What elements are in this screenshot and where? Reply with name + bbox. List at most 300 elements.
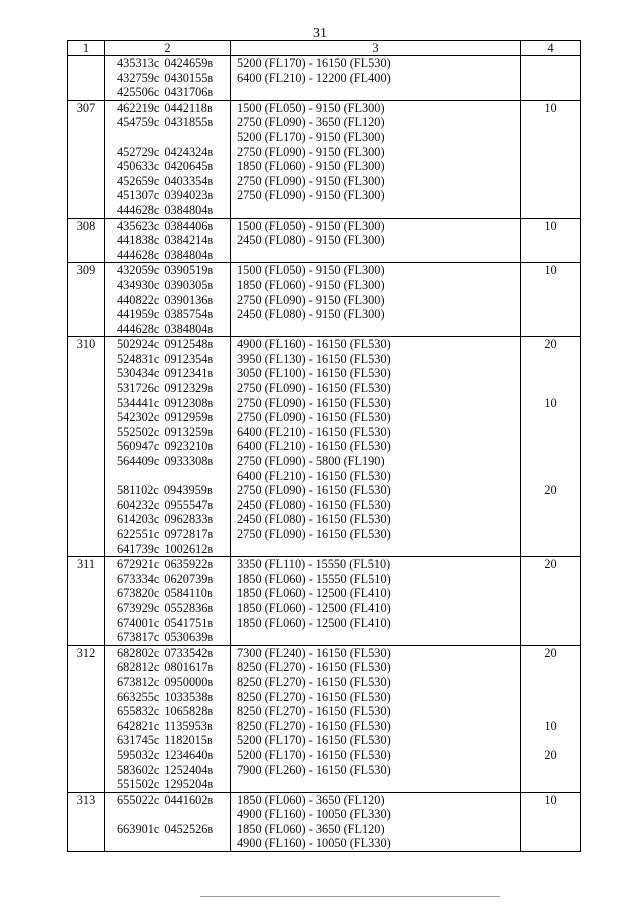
altitude-range: 1500 (FL050) - 9150 (FL300) <box>237 100 385 115</box>
altitude-cell <box>231 337 521 557</box>
latitude: 673812с <box>117 674 160 689</box>
altitude-range <box>231 630 520 645</box>
latitude: 444628с <box>117 321 160 336</box>
coordinate-line <box>105 646 230 661</box>
altitude-range: 1500 (FL050) - 9150 (FL300) <box>237 263 385 278</box>
coordinate-line <box>105 425 230 440</box>
bottom-rule <box>200 896 500 897</box>
value: 20 <box>544 337 557 352</box>
value <box>521 630 580 645</box>
value <box>521 572 580 587</box>
latitude: 542302с <box>117 410 160 425</box>
latitude: 502924с <box>117 337 160 352</box>
coordinate-line <box>105 56 230 71</box>
altitude-range: 2750 (FL090) - 5800 (FL190) <box>237 454 385 469</box>
coordinate-line <box>105 542 230 557</box>
coordinate-line <box>105 836 230 851</box>
coordinate-line <box>105 145 230 160</box>
altitude-range: 2450 (FL080) - 16150 (FL530) <box>237 512 391 527</box>
value: 10 <box>544 263 557 278</box>
column-header: 4 <box>521 41 581 56</box>
longitude: 0933308в <box>164 454 214 469</box>
coordinates-cell <box>105 337 231 557</box>
route-number-cell <box>68 100 105 218</box>
altitude-range: 2450 (FL080) - 9150 (FL300) <box>237 233 385 248</box>
longitude: 0541751в <box>164 615 214 630</box>
coordinate-line <box>105 174 230 189</box>
latitude: 530434с <box>117 366 160 381</box>
latitude: 534441с <box>117 395 160 410</box>
altitude-cell <box>231 792 521 851</box>
route-number-cell <box>68 645 105 792</box>
value <box>521 278 580 293</box>
coordinate-line <box>105 307 230 322</box>
longitude: 0442118в <box>164 100 213 115</box>
coordinate-line <box>105 159 230 174</box>
route-number: 310 <box>76 337 96 352</box>
altitude-cell <box>231 263 521 337</box>
value <box>521 174 580 189</box>
longitude: 0733542в <box>164 645 214 660</box>
value: 10 <box>544 395 557 410</box>
latitude: 672921с <box>117 557 160 572</box>
value <box>521 660 580 675</box>
coordinate-line <box>105 337 230 352</box>
table-row <box>68 557 581 646</box>
longitude: 0385754в <box>164 307 214 322</box>
table-row <box>68 645 581 792</box>
column-header: 3 <box>231 41 521 56</box>
coordinate-line <box>105 572 230 587</box>
latitude: 531726с <box>117 381 160 396</box>
altitude-range: 2450 (FL080) - 9150 (FL300) <box>237 307 385 322</box>
latitude: 622551с <box>117 527 160 541</box>
value <box>521 777 580 792</box>
coordinate-line <box>105 454 230 469</box>
coordinate-line <box>105 777 230 792</box>
latitude: 673929с <box>117 600 160 615</box>
coordinates-cell <box>105 100 231 218</box>
coordinate-line <box>105 410 230 425</box>
value-cell <box>521 337 581 557</box>
altitude-range: 8250 (FL270) - 16150 (FL530) <box>237 674 391 689</box>
longitude: 0552836в <box>164 600 214 615</box>
route-number: 312 <box>76 645 96 660</box>
value <box>521 527 580 542</box>
route-number-cell <box>68 337 105 557</box>
value <box>521 498 580 513</box>
altitude-cell <box>231 645 521 792</box>
coordinates-cell <box>105 56 231 101</box>
coordinate-line <box>105 439 230 454</box>
value <box>521 807 580 822</box>
altitude-range <box>231 248 520 263</box>
latitude: 450633с <box>117 159 160 174</box>
altitude-range: 2750 (FL090) - 9150 (FL300) <box>237 144 385 159</box>
longitude: 0424324в <box>164 144 214 159</box>
coordinate-line <box>105 719 230 734</box>
value <box>521 233 580 248</box>
longitude: 1295204в <box>164 777 214 792</box>
table-row <box>68 100 581 218</box>
value: 10 <box>544 718 557 733</box>
value <box>521 203 580 218</box>
longitude: 0452526в <box>164 821 214 836</box>
altitude-range: 6400 (FL210) - 16150 (FL530) <box>237 439 391 454</box>
longitude: 0424659в <box>164 56 214 70</box>
coordinates-cell <box>105 557 231 646</box>
table-row <box>68 337 581 557</box>
latitude: 452729с <box>117 144 160 159</box>
column-header: 1 <box>68 41 105 56</box>
latitude: 663901с <box>117 821 160 836</box>
altitude-cell <box>231 100 521 218</box>
altitude-range <box>231 85 520 100</box>
coordinate-line <box>105 352 230 367</box>
altitude-cell <box>231 56 521 101</box>
coordinate-line <box>105 822 230 837</box>
airspace-table <box>67 40 581 852</box>
longitude: 0390136в <box>164 292 214 307</box>
value <box>521 586 580 601</box>
value: 10 <box>544 100 557 115</box>
altitude-range: 1500 (FL050) - 9150 (FL300) <box>237 218 385 233</box>
value <box>521 690 580 705</box>
latitude: 673817с <box>117 630 160 645</box>
longitude: 0620739в <box>164 571 214 586</box>
latitude: 655832с <box>117 704 160 719</box>
value <box>521 454 580 469</box>
altitude-range: 2750 (FL090) - 16150 (FL530) <box>237 527 391 541</box>
latitude: 441838с <box>117 233 160 248</box>
column-header: 2 <box>105 41 231 56</box>
longitude: 0390519в <box>164 263 214 278</box>
longitude: 0943959в <box>163 483 213 498</box>
altitude-range <box>231 542 520 557</box>
altitude-range: 1850 (FL060) - 9150 (FL300) <box>237 277 385 292</box>
header-row <box>68 41 581 56</box>
latitude: 641739с <box>117 541 160 556</box>
coordinate-line <box>105 660 230 675</box>
latitude: 441959с <box>117 307 160 322</box>
route-number-cell <box>68 263 105 337</box>
latitude: 583602с <box>117 762 160 777</box>
route-number: 311 <box>77 557 95 572</box>
coordinate-line <box>105 675 230 690</box>
coordinate-line <box>105 85 230 100</box>
longitude: 0530639в <box>164 630 214 645</box>
longitude: 0441602в <box>164 792 214 807</box>
altitude-range <box>231 777 520 792</box>
longitude: 0801617в <box>164 660 214 675</box>
route-number-cell <box>68 56 105 101</box>
coordinate-line <box>105 630 230 645</box>
coordinate-line <box>105 557 230 572</box>
longitude: 0390305в <box>164 277 214 292</box>
coordinate-line <box>105 293 230 308</box>
value <box>521 601 580 616</box>
altitude-range: 8250 (FL270) - 16150 (FL530) <box>237 689 391 704</box>
coordinate-line <box>105 763 230 778</box>
value-cell <box>521 218 581 263</box>
table-row <box>68 792 581 851</box>
value: 20 <box>544 557 557 572</box>
longitude: 0384804в <box>164 247 214 262</box>
route-number-cell <box>68 792 105 851</box>
altitude-range: 1850 (FL060) - 12500 (FL410) <box>237 586 391 601</box>
coordinates-cell <box>105 645 231 792</box>
altitude-range: 6400 (FL210) - 12200 (FL400) <box>237 70 391 85</box>
coordinate-line <box>105 690 230 705</box>
coordinate-line <box>105 101 230 116</box>
longitude: 0972817в <box>164 527 214 541</box>
coordinate-line <box>105 322 230 337</box>
longitude: 0431855в <box>164 115 214 130</box>
altitude-range: 5200 (FL170) - 16150 (FL530) <box>237 56 391 70</box>
altitude-range: 8250 (FL270) - 16150 (FL530) <box>237 718 391 733</box>
value <box>521 85 580 100</box>
value <box>521 822 580 837</box>
altitude-range: 2750 (FL090) - 9150 (FL300) <box>237 292 385 307</box>
route-number: 307 <box>76 100 96 115</box>
value: 20 <box>544 483 557 498</box>
longitude: 0912308в <box>164 395 214 410</box>
latitude: 444628с <box>117 247 160 262</box>
altitude-range: 5200 (FL170) - 16150 (FL530) <box>237 747 391 762</box>
coordinate-line <box>105 733 230 748</box>
coordinate-line <box>105 704 230 719</box>
longitude: 1234640в <box>164 747 214 762</box>
value-cell <box>521 792 581 851</box>
table-row <box>68 56 581 101</box>
altitude-range: 3350 (FL110) - 15550 (FL510) <box>237 557 391 572</box>
latitude: 552502с <box>117 424 160 439</box>
altitude-range: 2750 (FL090) - 16150 (FL530) <box>237 483 391 498</box>
coordinate-line <box>105 396 230 411</box>
value <box>521 352 580 367</box>
longitude: 0912548в <box>164 337 214 352</box>
coordinates-cell <box>105 218 231 263</box>
latitude: 682812с <box>117 660 160 675</box>
value <box>521 425 580 440</box>
value: 20 <box>544 645 557 660</box>
value <box>521 130 580 145</box>
coordinate-line <box>105 793 230 808</box>
longitude: 0394023в <box>164 188 214 203</box>
longitude: 0955547в <box>164 497 214 512</box>
longitude: 0923210в <box>164 439 214 454</box>
coordinate-line <box>105 248 230 263</box>
altitude-range <box>231 203 520 218</box>
longitude: 0584110в <box>164 586 213 601</box>
latitude: 682802с <box>117 645 160 660</box>
latitude: 663255с <box>117 689 160 704</box>
coordinate-line <box>105 586 230 601</box>
value <box>521 381 580 396</box>
route-number-cell <box>68 557 105 646</box>
altitude-range: 2750 (FL090) - 9150 (FL300) <box>237 188 385 203</box>
latitude: 655022с <box>117 792 160 807</box>
latitude: 673334с <box>117 571 160 586</box>
coordinate-line <box>105 263 230 278</box>
value <box>521 145 580 160</box>
value <box>521 293 580 308</box>
coordinates-cell <box>105 792 231 851</box>
altitude-range: 2750 (FL090) - 16150 (FL530) <box>237 410 391 425</box>
coordinate-line <box>105 807 230 822</box>
coordinate-line <box>105 748 230 763</box>
coordinate-line <box>105 483 230 498</box>
value <box>521 733 580 748</box>
value <box>521 307 580 322</box>
table-body <box>68 56 581 852</box>
value-cell <box>521 263 581 337</box>
altitude-range: 7900 (FL260) - 16150 (FL530) <box>237 762 391 777</box>
latitude: 444628с <box>117 202 160 217</box>
value <box>521 836 580 851</box>
longitude: 0912354в <box>164 351 214 366</box>
table-row <box>68 263 581 337</box>
altitude-range: 5200 (FL170) - 9150 (FL300) <box>237 129 385 144</box>
coordinate-line <box>105 233 230 248</box>
latitude: 674001с <box>117 615 160 630</box>
value: 20 <box>544 747 557 762</box>
value <box>521 616 580 631</box>
latitude: 434930с <box>117 277 160 292</box>
longitude: 0431706в <box>164 85 214 100</box>
latitude: 440822с <box>117 292 160 307</box>
latitude: 604232с <box>117 497 160 512</box>
longitude: 0962833в <box>164 512 214 527</box>
altitude-range: 4900 (FL160) - 16150 (FL530) <box>237 337 391 352</box>
altitude-range: 2750 (FL090) - 16150 (FL530) <box>237 395 391 410</box>
latitude: 462219с <box>117 100 160 115</box>
latitude: 581102с <box>117 483 159 498</box>
altitude-range: 2750 (FL090) - 9150 (FL300) <box>237 173 385 188</box>
table-row <box>68 218 581 263</box>
coordinate-line <box>105 188 230 203</box>
coordinate-line <box>105 115 230 130</box>
altitude-range: 7300 (FL240) - 16150 (FL530) <box>237 645 391 660</box>
value: 10 <box>544 218 557 233</box>
longitude: 0420645в <box>164 159 214 174</box>
altitude-range: 1850 (FL060) - 15550 (FL510) <box>237 571 391 586</box>
page-number: 31 <box>313 26 327 41</box>
longitude: 0912329в <box>164 381 214 396</box>
altitude-range: 1850 (FL060) - 12500 (FL410) <box>237 615 391 630</box>
value <box>521 512 580 527</box>
latitude: 435623с <box>117 218 160 233</box>
value <box>521 366 580 381</box>
value <box>521 188 580 203</box>
latitude: 560947с <box>117 439 160 454</box>
coordinate-line <box>105 616 230 631</box>
altitude-range: 6400 (FL210) - 16150 (FL530) <box>237 468 391 483</box>
latitude: 432059с <box>117 263 160 278</box>
route-number: 308 <box>76 218 96 233</box>
coordinate-line <box>105 498 230 513</box>
altitude-cell <box>231 557 521 646</box>
value <box>521 410 580 425</box>
longitude: 1182015в <box>164 733 213 748</box>
value <box>521 115 580 130</box>
longitude: 0430155в <box>164 70 214 85</box>
value <box>521 56 580 71</box>
latitude: 452659с <box>117 173 160 188</box>
value: 10 <box>544 792 557 807</box>
longitude: 0403354в <box>164 173 214 188</box>
longitude: 0950000в <box>164 674 214 689</box>
coordinate-line <box>105 601 230 616</box>
latitude: 435313с <box>117 56 160 70</box>
altitude-range: 1850 (FL060) - 3650 (FL120) <box>237 792 385 807</box>
value <box>521 322 580 337</box>
coordinate-line <box>105 469 230 484</box>
altitude-range: 2450 (FL080) - 16150 (FL530) <box>237 497 391 512</box>
value <box>521 542 580 557</box>
value <box>521 248 580 263</box>
latitude: 673820с <box>117 586 160 601</box>
latitude: 425506с <box>117 85 160 100</box>
value-cell <box>521 557 581 646</box>
latitude: 432759с <box>117 70 160 85</box>
value <box>521 675 580 690</box>
value <box>521 704 580 719</box>
longitude: 0384406в <box>164 218 214 233</box>
latitude: 564409с <box>117 454 160 469</box>
coordinate-line <box>105 512 230 527</box>
longitude: 0384804в <box>164 321 214 336</box>
coordinate-line <box>105 527 230 542</box>
altitude-range: 1850 (FL060) - 12500 (FL410) <box>237 600 391 615</box>
altitude-range: 2750 (FL090) - 3650 (FL120) <box>237 115 385 130</box>
coordinate-line <box>105 71 230 86</box>
value <box>521 469 580 484</box>
altitude-range: 6400 (FL210) - 16150 (FL530) <box>237 424 391 439</box>
latitude: 642821с <box>117 718 160 733</box>
value-cell <box>521 645 581 792</box>
route-number-cell <box>68 218 105 263</box>
altitude-range: 3050 (FL100) - 16150 (FL530) <box>237 366 391 381</box>
value <box>521 763 580 778</box>
longitude: 1135953в <box>164 718 213 733</box>
altitude-range: 5200 (FL170) - 16150 (FL530) <box>237 733 391 748</box>
longitude: 1033538в <box>164 689 214 704</box>
coordinate-line <box>105 381 230 396</box>
longitude: 0912959в <box>164 410 214 425</box>
value <box>521 439 580 454</box>
altitude-range: 3950 (FL130) - 16150 (FL530) <box>237 351 391 366</box>
altitude-range: 1850 (FL060) - 9150 (FL300) <box>237 159 385 174</box>
latitude: 451307с <box>117 188 160 203</box>
altitude-cell <box>231 218 521 263</box>
coordinate-line <box>105 219 230 234</box>
latitude: 551502с <box>117 777 160 792</box>
coordinate-line <box>105 366 230 381</box>
longitude: 1002612в <box>164 541 214 556</box>
latitude: 595032с <box>117 747 160 762</box>
longitude: 0384804в <box>164 202 214 217</box>
altitude-range: 8250 (FL270) - 16150 (FL530) <box>237 704 391 719</box>
altitude-range: 8250 (FL270) - 16150 (FL530) <box>237 660 391 675</box>
coordinate-line <box>105 203 230 218</box>
latitude: 631745с <box>117 733 160 748</box>
altitude-range: 1850 (FL060) - 3650 (FL120) <box>237 821 385 836</box>
latitude: 524831с <box>117 351 160 366</box>
route-number: 309 <box>76 263 96 278</box>
altitude-range: 4900 (FL160) - 10050 (FL330) <box>237 836 391 851</box>
latitude: 614203с <box>117 512 160 527</box>
